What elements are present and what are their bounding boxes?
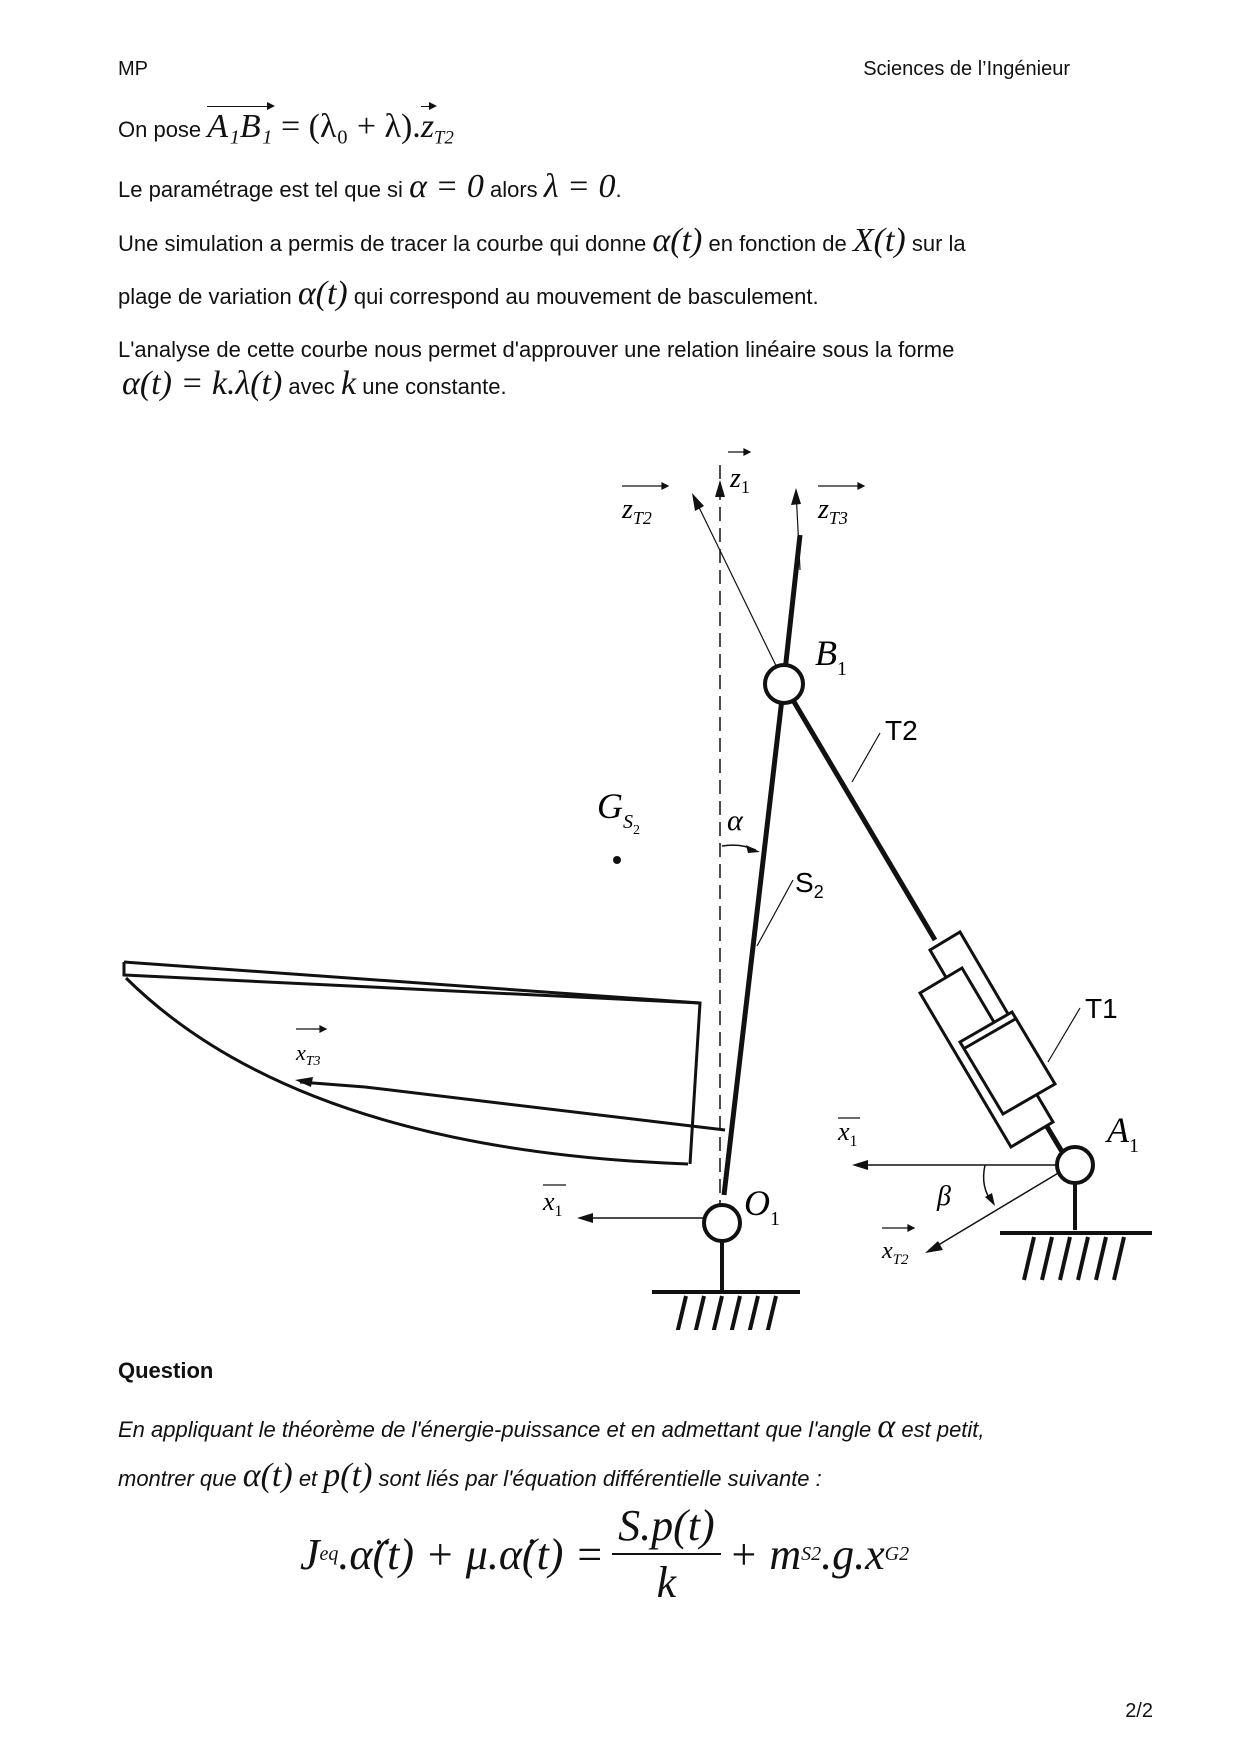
label-t1: T1 [1085, 993, 1118, 1024]
page-number: 2/2 [1125, 1700, 1153, 1722]
b1-pivot [765, 665, 803, 703]
label-zT3: $z_{T3}$ [818, 494, 848, 528]
label-x1-right: $x_1$ [838, 1117, 858, 1150]
label-t2: T2 [885, 715, 918, 746]
label-s2: $S_2$ [795, 867, 824, 902]
label-b1: $B_1$ [815, 633, 847, 680]
mechanism-diagram [0, 430, 1240, 1330]
question-line-1: En appliquant le théorème de l'énergie-puissance et en admettant que l'angle α est petit, [118, 1408, 985, 1445]
label-z1: $z_1$ [730, 463, 750, 497]
para-plage: plage de variation α(t) qui correspond au mouvement de basculement. [118, 275, 819, 312]
s2-rod [724, 690, 783, 1195]
para-parametrage: Le paramétrage est tel que si α = 0 alors λ = 0. [118, 168, 622, 205]
para-simulation: Une simulation a permis de tracer la courbe qui donne α(t) en fonction de X(t) sur la [118, 222, 966, 259]
label-x1-left: $x_1$ [543, 1187, 563, 1220]
z1-arrowhead [715, 480, 725, 497]
para-analyse: L'analyse de cette courbe nous permet d'approuver une relation linéaire sous la forme [118, 337, 955, 362]
zT2-arrow [693, 495, 783, 680]
label-alpha: α [727, 804, 743, 837]
bucket-shape [124, 962, 725, 1164]
question-line-2: montrer que α(t) et p(t) sont liés par l'équation différentielle suivante : [118, 1457, 822, 1494]
t1-cylinder [920, 932, 1055, 1147]
label-zT2: $z_{T2}$ [622, 494, 652, 528]
vector-a1b1: A₁B₁ [207, 108, 273, 145]
a1-pivot [1057, 1147, 1093, 1183]
label-xT3: $x_{T3}$ [296, 1040, 321, 1069]
para-relation: α(t) = k.λ(t) avec k une constante. [122, 365, 507, 402]
label-xT2: $x_{T2}$ [882, 1238, 909, 1268]
header-right: Sciences de l’Ingénieur [863, 58, 1070, 80]
label-beta: β [937, 1181, 951, 1212]
label-o1: $O_1$ [744, 1183, 780, 1230]
differential-equation: J eq .α̈(t) + μ.α̇(t) = $\frac{S.p(t)}{k}$ + m S2 .g.x G2 [300, 1501, 910, 1607]
g-s2-point [613, 856, 621, 864]
o1-pivot [704, 1205, 740, 1241]
para-on-pose: On pose $A_1B_1 = (\lambda_0 + \lambda).z_{T2}$ [118, 108, 454, 149]
label-g-s2: $G_S2$ [597, 786, 640, 838]
header-left: MP [118, 58, 148, 80]
s2-rod-top [784, 535, 800, 680]
question-title: Question [118, 1358, 214, 1383]
fraction: $\frac{S.p(t)}{k}$ [612, 1500, 721, 1608]
label-a1: $A_1$ [1107, 1110, 1139, 1157]
